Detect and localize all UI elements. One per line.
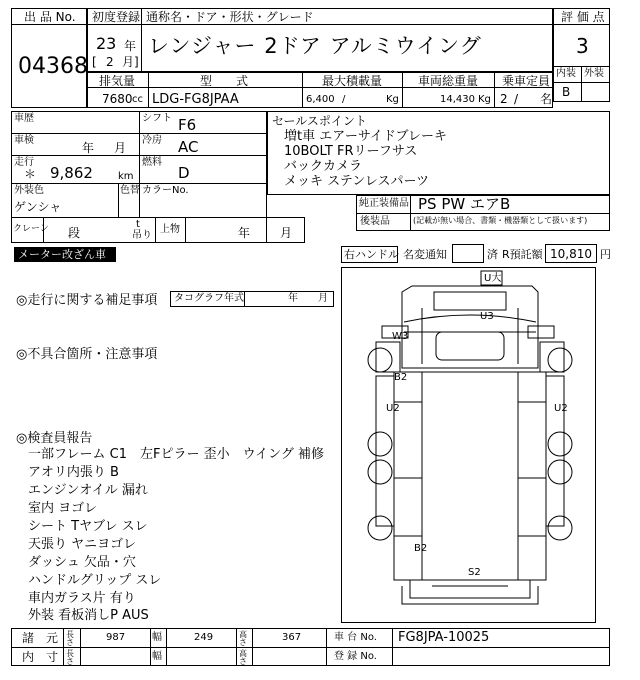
lot-label: 出 品 No. <box>24 10 76 24</box>
sales-point-line: 増t車 エアーサイドブレーキ <box>284 129 448 144</box>
recycle-fee: 10,810 <box>550 247 592 261</box>
driving-remarks-label: ◎走行に関する補足事項 <box>16 293 158 308</box>
score-label: 評 価 点 <box>561 10 605 24</box>
report-line: 天張り ヤニヨゴレ <box>28 537 137 552</box>
max-load: 6,400 <box>306 94 335 105</box>
damage-diagram <box>341 267 596 623</box>
width-value: 249 <box>194 632 214 643</box>
genuine-equipment: PS PW エアB <box>418 195 511 213</box>
vehicle-name: レンジャー 2ドア アルミウイング <box>148 34 482 58</box>
fuel-value: D <box>178 164 190 182</box>
diagram-mark: B2 <box>394 372 408 383</box>
inspector-report-label: ◎検査員報告 <box>16 431 93 446</box>
meter-tampered-badge: メーター改ざん車 <box>14 247 116 262</box>
report-line: 一部フレーム C1 左Fピラー 歪小 ウイング 補修 <box>28 447 325 462</box>
height-value: 367 <box>282 632 302 643</box>
diagram-mark: B2 <box>414 543 428 554</box>
lot-number: 04368 <box>18 54 88 79</box>
report-line: 車内ガラス片 有り <box>28 591 136 606</box>
capacity: 2 <box>500 92 508 106</box>
gross-weight: 14,430 <box>440 94 475 105</box>
name-label: 通称名・ドア・形状・グレード <box>146 10 314 24</box>
score-value: 3 <box>576 34 589 58</box>
length-value: 987 <box>106 632 126 643</box>
interior-grade: B <box>562 85 571 99</box>
report-line: エンジンオイル 漏れ <box>28 483 148 498</box>
diagram-mark: U2 <box>554 403 568 414</box>
reg-year: 23 <box>96 34 117 53</box>
reg-month: 2 <box>106 55 114 69</box>
displacement: 7680 <box>102 92 133 106</box>
model-code: LDG-FG8JPAA <box>152 92 239 107</box>
report-line: ハンドルグリップ スレ <box>28 573 162 588</box>
report-line: ダッシュ 欠品・穴 <box>28 555 136 570</box>
diagram-mark: W3 <box>392 331 409 342</box>
report-line: シート Tヤブレ スレ <box>28 519 148 534</box>
report-line: 外装 看板消しP AUS <box>28 608 149 623</box>
diagram-mark: U大 <box>484 273 502 284</box>
report-line: 室内 ヨゴレ <box>28 501 98 516</box>
name-change-checkbox <box>452 244 484 263</box>
sales-point-line: メッキ ステンレスパーツ <box>284 174 429 189</box>
shift-value: F6 <box>178 116 197 134</box>
sales-points-title: セールスポイント <box>272 114 367 128</box>
sales-point-line: 10BOLT FRリーフサス <box>284 144 418 159</box>
diagram-mark: U3 <box>480 311 494 322</box>
color-value: ゲンシャ <box>14 200 62 214</box>
diagram-mark: S2 <box>468 567 481 578</box>
chassis-number: FG8JPA-10025 <box>398 630 490 645</box>
report-line: アオリ内張り B <box>28 465 119 480</box>
defects-label: ◎不具合箇所・注意事項 <box>16 347 158 362</box>
mileage-value: 9,862 <box>50 164 93 182</box>
diagram-mark: U2 <box>386 403 400 414</box>
first-reg-label: 初度登録 <box>92 10 141 24</box>
right-handle: 右ハンドル <box>344 248 399 261</box>
ac-value: AC <box>178 138 199 156</box>
sales-point-line: バックカメラ <box>284 159 363 174</box>
